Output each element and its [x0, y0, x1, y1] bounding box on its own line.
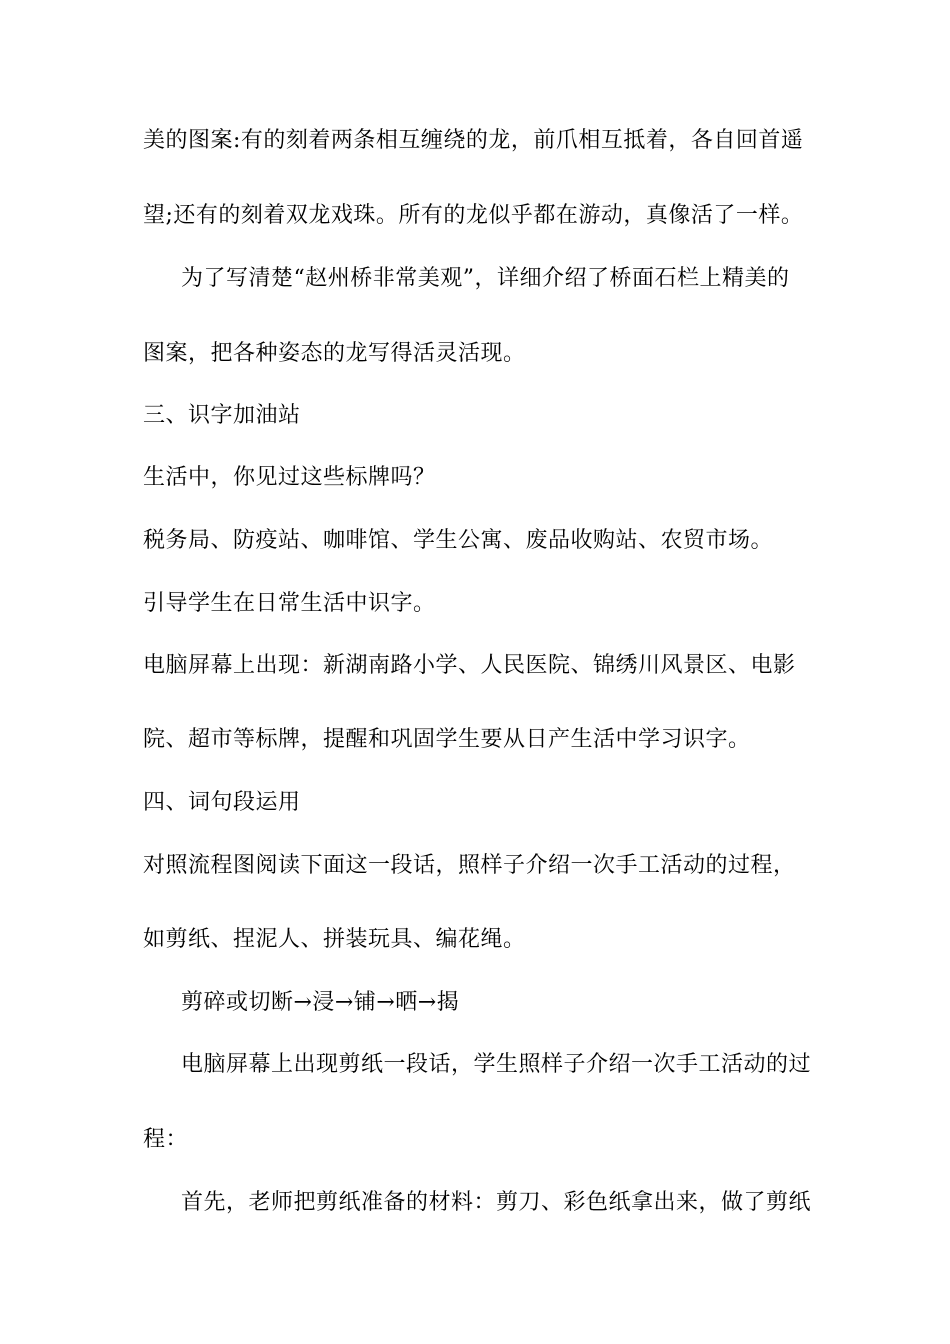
paragraph-line: 对照流程图阅读下面这一段话，照样子介绍一次手工活动的过程，: [143, 853, 796, 878]
section-heading: 三、识字加油站: [143, 403, 301, 428]
paragraph-line: 望;还有的刻着双龙戏珠。所有的龙似乎都在游动，真像活了一样。: [143, 203, 804, 228]
paragraph-line: 税务局、防疫站、咖啡馆、学生公寓、废品收购站、农贸市场。: [143, 528, 774, 553]
paragraph-line: 电脑屏幕上出现：新湖南路小学、人民医院、锦绣川风景区、电影: [143, 653, 796, 678]
paragraph-line: 美的图案:有的刻着两条相互缠绕的龙，前爪相互抵着，各自回首遥: [143, 128, 804, 153]
paragraph-line: 图案，把各种姿态的龙写得活灵活现。: [143, 341, 526, 366]
section-heading: 四、词句段运用: [143, 790, 301, 815]
paragraph-line: 为了写清楚“赵州桥非常美观”，详细介绍了桥面石栏上精美的: [181, 266, 790, 291]
paragraph-line: 程：: [143, 1127, 189, 1152]
paragraph-line: 首先，老师把剪纸准备的材料：剪刀、彩色纸拿出来，做了剪纸: [181, 1190, 812, 1215]
paragraph-line: 院、超市等标牌，提醒和巩固学生要从日产生活中学习识字。: [143, 727, 751, 752]
paragraph-line: 引导学生在日常生活中识字。: [143, 591, 436, 616]
flow-chart-line: 剪碎或切断→浸→铺→晒→揭: [181, 990, 460, 1015]
paragraph-line: 如剪纸、捏泥人、拼装玩具、编花绳。: [143, 927, 526, 952]
paragraph-line: 电脑屏幕上出现剪纸一段话，学生照样子介绍一次手工活动的过: [181, 1052, 812, 1077]
paragraph-line: 生活中，你见过这些标牌吗？: [143, 465, 436, 490]
